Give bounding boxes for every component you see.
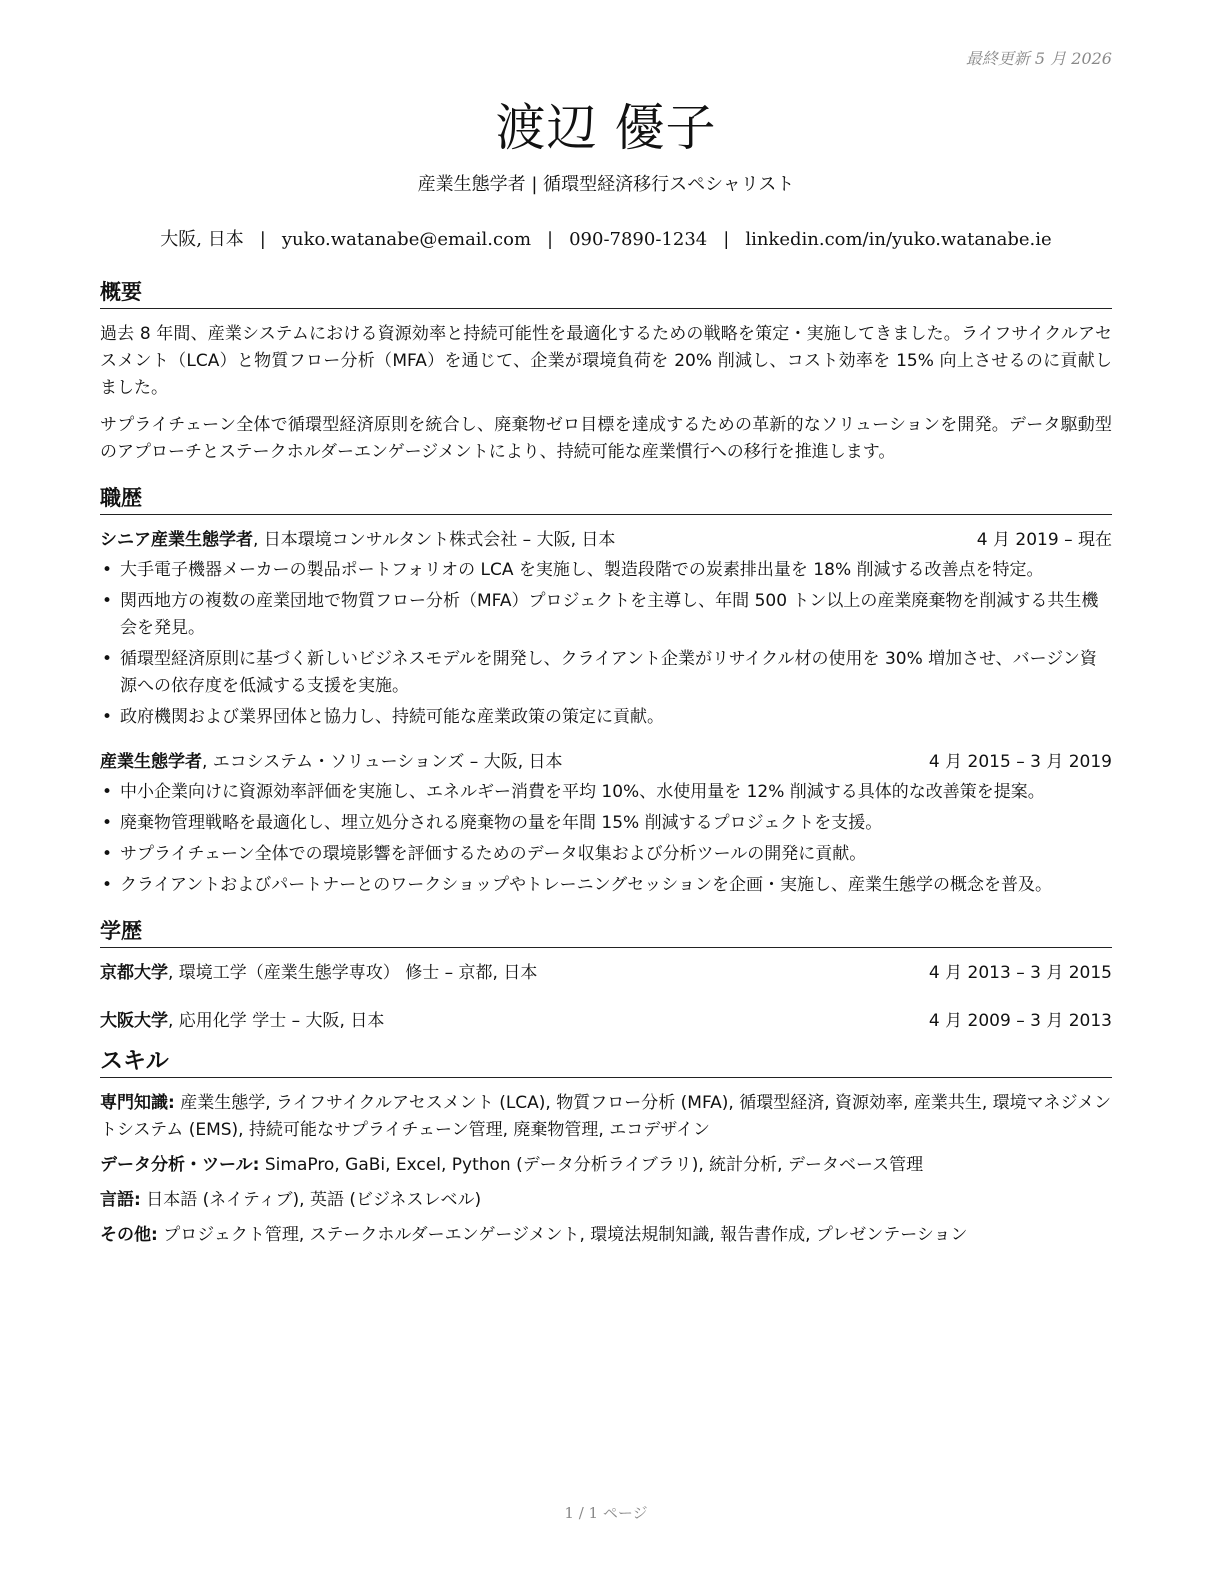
contact-phone: 090-7890-1234 [569,229,708,250]
job-dates: 4 月 2019 – 現在 [976,530,1112,550]
list-item: • 中小企業向けに資源効率評価を実施し、エネルギー消費を平均 10%、水使用量を 12% 削減する具体的な改善策を提案。 [120,779,1112,806]
contact-line [100,225,1112,251]
job-bullets [100,557,1112,731]
list-item: • 循環型経済原則に基づく新しいビジネスモデルを開発し、クライアント企業がリサイクル材の使用を 30% 増加させ、バージン資源への依存度を低減する支援を実施。 [120,646,1112,700]
education-section [100,915,1112,1034]
page-number: 1 / 1 ページ [564,1504,648,1522]
skill-row [100,1090,1112,1144]
education-entry [100,960,1112,986]
job-header [100,527,1112,553]
candidate-title: 産業生態学者 | 循環型経済移行スペシャリスト [417,174,795,195]
summary-paragraph: 過去 8 年間、産業システムにおける資源効率と持続可能性を最適化するための戦略を策定・実施してきました。ライフサイクルアセスメント（LCA）と物質フロー分析（MFA）を通じて、企業が環境負荷を 20% 削減し、コスト効率を 15% 向上させるのに貢献しました。 [100,324,1112,398]
list-item: • 関西地方の複数の産業団地で物質フロー分析（MFA）プロジェクトを主導し、年間 500 トン以上の産業廃棄物を削減する共生機会を発見。 [120,588,1112,642]
experience-section [100,482,1112,899]
skill-row [100,1222,1112,1249]
degree-detail: , 環境工学（産業生態学専攻） 修士 – 京都, 日本 [168,963,538,983]
skill-label: 専門知識: [100,1093,175,1113]
skills-section [100,1042,1112,1249]
candidate-name: 渡辺 優子 [495,99,717,157]
skill-row [100,1152,1112,1179]
list-item: • 廃棄物管理戦略を最適化し、埋立処分される廃棄物の量を年間 15% 削減するプロジェクトを支援。 [120,810,1112,837]
summary-paragraph: サプライチェーン全体で循環型経済原則を統合し、廃棄物ゼロ目標を達成するための革新的なソリューションを開発。データ駆動型のアプローチとステークホルダーエンゲージメントにより、持続可能な産業慣行への移行を推進します。 [100,415,1112,462]
education-dates: 4 月 2009 – 3 月 2013 [928,1011,1112,1031]
contact-linkedin[interactable]: linkedin.com/in/yuko.watanabe.ie [745,229,1052,250]
contact-email[interactable]: yuko.watanabe@email.com [281,229,532,250]
school-name: 大阪大学 [100,1011,168,1031]
school-name: 京都大学 [100,963,168,983]
skill-label: 言語: [100,1190,141,1210]
degree-detail: , 応用化学 学士 – 大阪, 日本 [168,1011,385,1031]
contact-location: 大阪, 日本 [160,229,244,250]
job-bullets [100,779,1112,899]
skill-value: プロジェクト管理, ステークホルダーエンゲージメント, 環境法規制知識, 報告書作成, プレゼンテーション [157,1225,968,1245]
job-org: , エコシステム・ソリューションズ – 大阪, 日本 [202,752,563,772]
contact-separator: | [259,229,266,250]
skill-value: SimaPro, GaBi, Excel, Python (データ分析ライブラリ), 統計分析, データベース管理 [259,1155,924,1175]
section-heading: 職歴 [100,482,1112,515]
job-role: シニア産業生態学者 [100,530,253,550]
section-heading: 学歴 [100,915,1112,948]
education-entry [100,1008,1112,1034]
skill-label: データ分析・ツール: [100,1155,260,1175]
skill-value: 産業生態学, ライフサイクルアセスメント (LCA), 物質フロー分析 (MFA), 循環型経済, 資源効率, 産業共生, 環境マネジメントシステム (EMS), 持続可能なサプライチェーン管理, 廃棄物管理, エコデザイン [100,1093,1112,1140]
summary-section [100,276,1112,466]
job-role: 産業生態学者 [100,752,202,772]
list-item: • クライアントおよびパートナーとのワークショップやトレーニングセッションを企画・実施し、産業生態学の概念を普及。 [120,872,1112,899]
contact-separator: | [547,229,554,250]
education-dates: 4 月 2013 – 3 月 2015 [928,963,1112,983]
skill-row [100,1187,1112,1214]
list-item: • 政府機関および業界団体と協力し、持続可能な産業政策の策定に貢献。 [120,704,1112,731]
section-heading: 概要 [100,276,1112,309]
last-updated: 最終更新 5 月 2026 [965,49,1112,68]
job-header [100,749,1112,775]
resume-page [100,0,1112,1584]
section-heading: スキル [100,1042,1112,1078]
job-org: , 日本環境コンサルタント株式会社 – 大阪, 日本 [253,530,616,550]
job-dates: 4 月 2015 – 3 月 2019 [928,752,1112,772]
resume-content [100,276,1112,1265]
skill-label: その他: [100,1225,158,1245]
skill-value: 日本語 (ネイティブ), 英語 (ビジネスレベル) [140,1190,482,1210]
contact-separator: | [723,229,730,250]
list-item: • サプライチェーン全体での環境影響を評価するためのデータ収集および分析ツールの開発に貢献。 [120,841,1112,868]
list-item: • 大手電子機器メーカーの製品ポートフォリオの LCA を実施し、製造段階での炭素排出量を 18% 削減する改善点を特定。 [120,557,1112,584]
